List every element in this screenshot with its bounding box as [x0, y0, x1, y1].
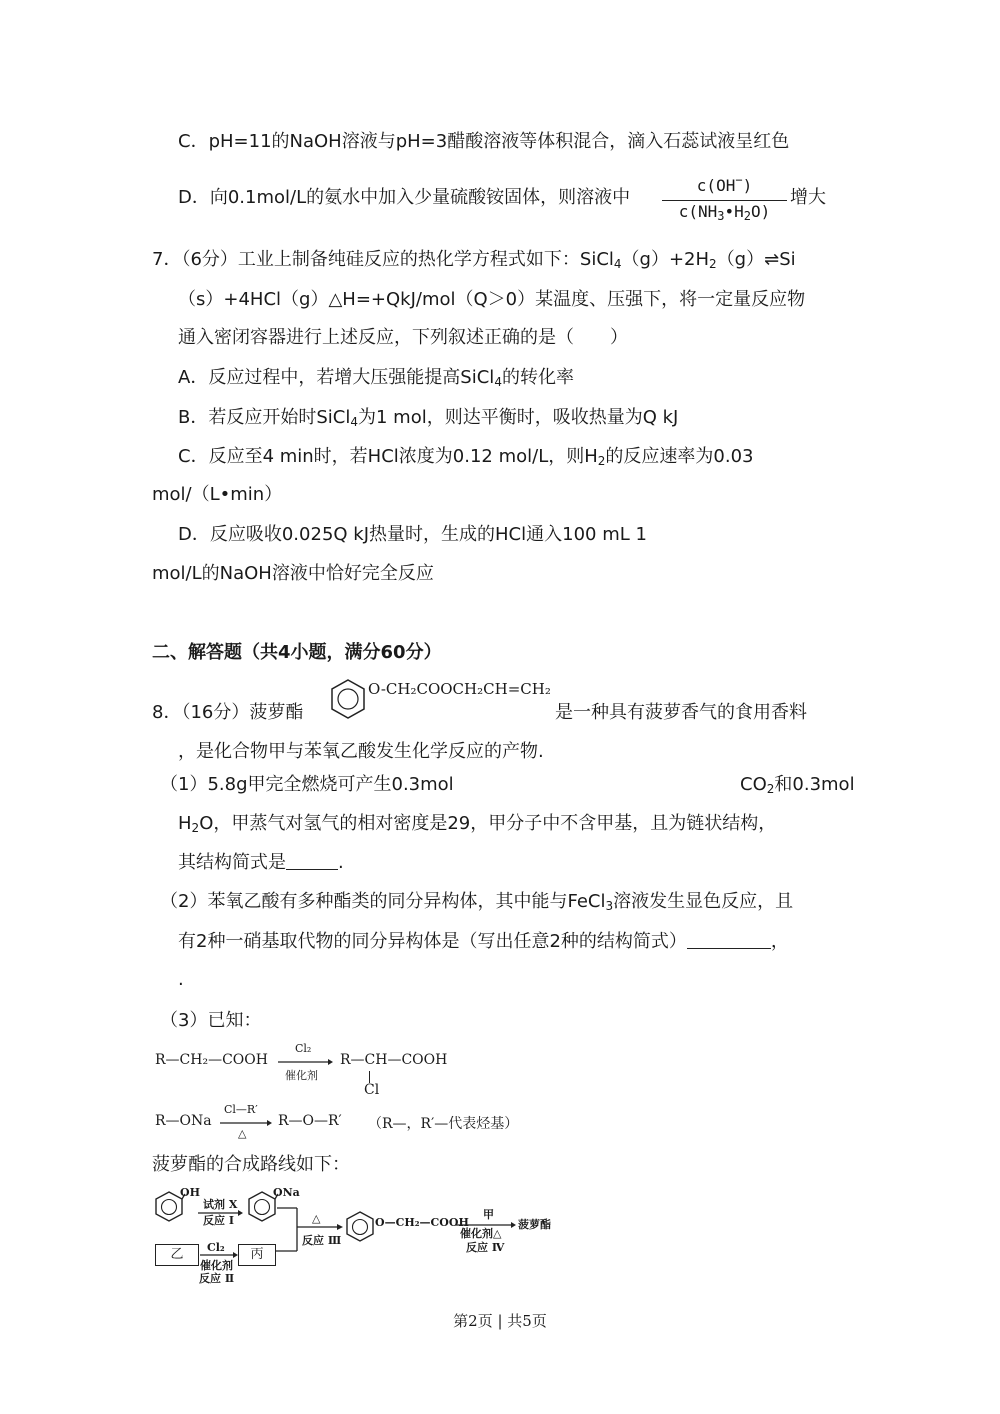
q6-option-c: C．pH=11的NaOH溶液与pH=3醋酸溶液等体积混合，滴入石蕊试液呈红色: [178, 131, 790, 152]
reaction-ii: 反应 Ⅱ: [199, 1272, 235, 1285]
catalyst-heat: 催化剂△: [460, 1227, 502, 1240]
q8-part3-heading: （3）已知：: [160, 1010, 262, 1031]
q8-part1-line1: （1）5.8g甲完全燃烧可产生0.3mol: [160, 774, 454, 795]
q8-stem-line2: ，是化合物甲与苯氧乙酸发生化学反应的产物.: [178, 741, 544, 762]
q8-part1-line2: $H_2O$，甲蒸气对氢气的相对密度是29，甲分子中不含甲基，且为链状结构，: [178, 813, 777, 835]
reagent-cl2: Cl₂: [207, 1241, 225, 1254]
reaction2-product: R—O—R′: [278, 1113, 342, 1129]
q6-option-d-end: 增大: [790, 187, 826, 208]
product-label: 菠萝酯: [518, 1218, 551, 1231]
q7-option-b: B．若反应开始时SiCl$_4$为1 mol，则达平衡时，吸收热量为Q kJ: [178, 407, 679, 429]
reaction1-condition: 催化剂: [285, 1069, 318, 1082]
reaction1-cl: Cl: [364, 1082, 380, 1098]
reaction-iv: 反应 Ⅳ: [466, 1241, 505, 1254]
answer-blank: [687, 930, 771, 949]
reaction-arrow-icon: [220, 1119, 272, 1127]
reaction2-reactant: R—ONa: [155, 1113, 212, 1129]
q8-part2-line2: 有2种一硝基取代物的同分异构体是（写出任意2种的结构简式） ，: [178, 931, 789, 952]
reaction1-product: R—CH—COOH: [340, 1052, 448, 1068]
q7-option-c: C．反应至4 min时，若HCl浓度为0.12 mol/L，则$H_2$的反应速率为0.03: [178, 446, 754, 468]
q8-stem-line1-start: 8．（16分）菠萝酯: [152, 702, 304, 723]
q8-part1-line3: 其结构简式是 .: [178, 852, 344, 873]
box-bing: 丙: [238, 1244, 276, 1266]
q7-option-d-cont: mol/L的NaOH溶液中恰好完全反应: [152, 563, 434, 584]
q8-formula: O-CH₂COOCH₂CH=CH₂: [368, 680, 551, 698]
catalyst-label: 催化剂: [200, 1259, 233, 1272]
reaction1-reagent: Cl₂: [295, 1042, 312, 1055]
reaction2-reagent: Cl—R′: [224, 1103, 258, 1116]
answer-blank: [286, 851, 338, 870]
q7-stem-line2: （s）+4HCl（g）△H=+QkJ/mol（Q＞0）某温度、压强下，将一定量反应物: [178, 289, 806, 310]
q8-part2-line3: .: [178, 969, 184, 990]
phenol-oh: OH: [180, 1186, 200, 1199]
q7-stem-line1: 7．（6分）工业上制备纯硅反应的热化学方程式如下：$SiCl_4(g)+2H_2(g)\rightleftharpoons Si$: [152, 249, 796, 271]
q7-stem-line3: 通入密闭容器进行上述反应，下列叙述正确的是（ ）: [178, 327, 628, 348]
section-heading: 二、解答题（共4小题，满分60分）: [152, 642, 442, 663]
q6-fraction: c(OH−) $c(NH_3•H_2O)$: [662, 176, 787, 230]
reaction-iii: 反应 Ⅲ: [302, 1234, 342, 1247]
reaction-i: 反应 Ⅰ: [203, 1214, 234, 1227]
heat-label: △: [312, 1212, 321, 1225]
reagent-jia: 甲: [483, 1208, 494, 1221]
q7-option-d: D．反应吸收0.025Q kJ热量时，生成的HCl通入100 mL 1: [178, 524, 647, 545]
box-yi: 乙: [155, 1244, 199, 1266]
reaction1-reactant: R—CH₂—COOH: [155, 1052, 268, 1068]
q8-stem-line1-end: 是一种具有菠萝香气的食用香料: [555, 702, 807, 723]
q7-option-a: A．反应过程中，若增大压强能提高SiCl$_4$的转化率: [178, 367, 574, 389]
q6-option-d: D．向0.1mol/L的氨水中加入少量硫酸铵固体，则溶液中: [178, 187, 631, 208]
q8-part2-line1: （2）苯氧乙酸有多种酯类的同分异构体，其中能与FeCl$_3$溶液发生显色反应，且: [160, 891, 794, 913]
reaction-arrow-icon: [278, 1058, 333, 1066]
q7-option-c-cont: mol/（L•min）: [152, 484, 283, 505]
phenoxyacetic-acid: O—CH₂—COOH: [375, 1216, 469, 1229]
q8-part1-line1-end: $CO_2$和0.3mol: [740, 774, 855, 796]
route-connector: [275, 1205, 345, 1257]
route-heading: 菠萝酯的合成路线如下：: [152, 1154, 350, 1175]
reagent-x: 试剂 X: [203, 1198, 238, 1211]
reaction2-note: （R—，R′—代表烃基）: [368, 1116, 519, 1132]
reaction2-condition: △: [238, 1127, 247, 1140]
benzene-ring-icon: [328, 676, 368, 722]
phenoxy-ring-icon: [343, 1208, 377, 1246]
ona-label: ONa: [273, 1186, 300, 1199]
page-footer: 第2页 | 共5页: [453, 1312, 547, 1330]
